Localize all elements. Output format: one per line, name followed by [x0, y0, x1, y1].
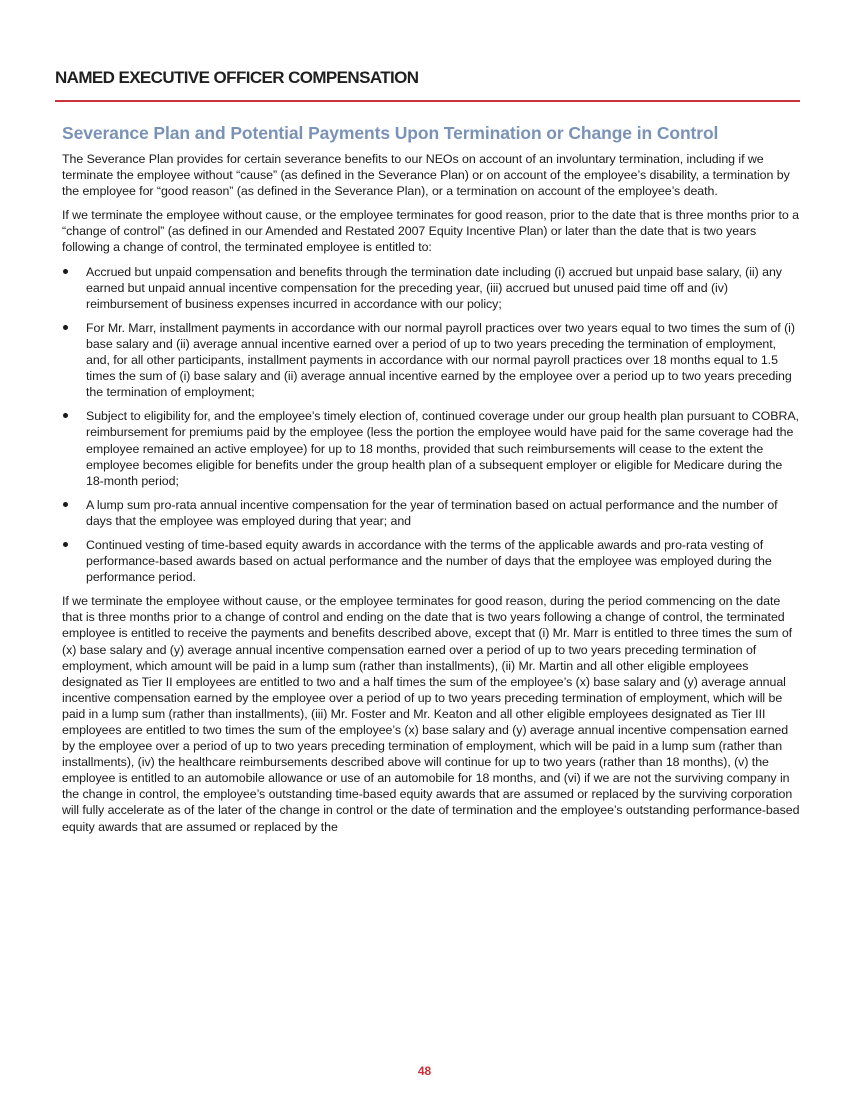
- header-divider: [55, 100, 800, 102]
- page-content: [62, 123, 800, 843]
- list-item-text: Subject to eligibility for, and the employee’s timely election of, continued coverage under our group health plan pursuant to COBRA, reimbursement for premiums paid by the employee (less the portion the employee would have paid for the same coverage had the employee remained an active employee) for up to 18 months, provided that such reimbursements will cease to the extent the employee becomes eligible for benefits under the group health plan of a subsequent employer or eligible for Medicare during the 18-month period;: [86, 409, 799, 488]
- page-number: 48: [417, 1064, 432, 1078]
- intro-paragraph: The Severance Plan provides for certain severance benefits to our NEOs on account of an involuntary termination, including if we terminate the employee without “cause” (as defined in the Severance Plan) or on account of the employee’s disability, a termination by the employee for “good reason” (as defined in the Severance Plan), or a termination on account of the employee’s death.: [62, 152, 790, 199]
- list-item: [62, 408, 800, 488]
- page-header: NAMED EXECUTIVE OFFICER COMPENSATION: [55, 68, 419, 87]
- list-item-text: Continued vesting of time-based equity awards in accordance with the terms of the applicable awards and pro-rata vesting of performance-based awards based on actual performance and the number of days that the employee was employed during the performance period.: [86, 537, 772, 585]
- list-item: [62, 497, 800, 529]
- list-item: [62, 264, 800, 312]
- bullet-icon: [63, 502, 68, 507]
- list-item: [62, 320, 800, 400]
- list-item-text: Accrued but unpaid compensation and benefits through the termination date including (i) accrued but unpaid base salary, (ii) any earned but unpaid annual incentive compensation for the preceding year, (iii) accrued but unused paid time off and (iv) reimbursement of business expenses incurred in accordance with our policy;: [86, 264, 782, 311]
- bullet-icon: [63, 413, 68, 418]
- change-in-control-paragraph: If we terminate the employee without cause, or the employee terminates for good reason, during the period commencing on the date that is three months prior to a change of control and ending on the date that is two years following a change of control, the terminated employee is entitled to receive the payments and benefits described above, except that (i) Mr. Marr is entitled to three times the sum of (x) base salary and (y) average annual incentive compensation earned over a period of up to two years preceding termination of employment, which amount will be paid in a lump sum (rather than installments), (ii) Mr. Martin and all other eligible employees designated as Tier II employees are entitled to two and a half times the sum of the employee’s (x) base salary and (y) average annual incentive compensation earned by the employee over a period of up to two years preceding termination of employment, which will be paid in a lump sum (rather than installments), (iii) Mr. Foster and Mr. Keaton and all other eligible employees designated as Tier III employees are entitled to two times the sum of the employee’s (x) base salary and (y) average annual incentive compensation earned by the employee over a period of up to two years preceding termination of employment, which will be paid in a lump sum (rather than installments), (iv) the healthcare reimbursements described above will continue for up to two years (rather than 18 months), (v) the employee is entitled to an automobile allowance or use of an automobile for 18 months, and (vi) if we are not the surviving company in the change in control, the employee’s outstanding time-based equity awards that are assumed or replaced by the surviving corporation will fully accelerate as of the later of the change in control or the date of termination and the employee’s outstanding performance-based equity awards that are assumed or replaced by the: [62, 594, 800, 834]
- section-title: Severance Plan and Potential Payments Upon Termination or Change in Control: [62, 123, 719, 143]
- benefits-list: [62, 264, 800, 586]
- list-item-text: A lump sum pro-rata annual incentive compensation for the year of termination based on actual performance and the number of days that the employee was employed during that year; and: [86, 497, 778, 528]
- bullet-icon: [63, 269, 68, 274]
- bullet-icon: [63, 325, 68, 330]
- list-item: [62, 537, 800, 585]
- bullet-icon: [63, 542, 68, 547]
- lead-in-paragraph: If we terminate the employee without cause, or the employee terminates for good reason, prior to the date that is three months prior to a “change of control” (as defined in our Amended and Restated 2007 Equity Incentive Plan) or later than the date that is two years following a change of control, the terminated employee is entitled to:: [62, 208, 799, 255]
- list-item-text: For Mr. Marr, installment payments in accordance with our normal payroll practices over two years equal to two times the sum of (i) base salary and (ii) average annual incentive earned over a period of up to two years preceding the termination of employment, and, for all other participants, installment payments in accordance with our normal payroll practices over 18 months equal to 1.5 times the sum of (i) base salary and (ii) average annual incentive earned by the employee over a period up to two years preceding the termination of employment;: [86, 320, 795, 400]
